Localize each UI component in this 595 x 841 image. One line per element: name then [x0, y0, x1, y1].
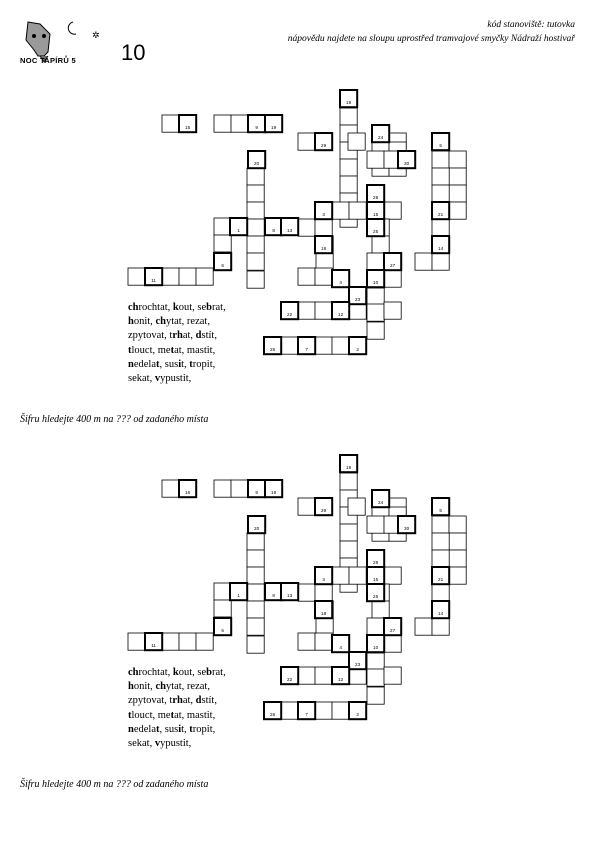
grid-cell: [162, 633, 179, 650]
cell-number: 10: [373, 280, 379, 286]
cell-number: 24: [378, 500, 384, 506]
word-fragment: d: [195, 330, 202, 342]
word-fragment: onit,: [133, 316, 156, 328]
grid-cell: [432, 151, 449, 168]
grid-cell: [162, 480, 179, 497]
grid-cell: [179, 633, 196, 650]
grid-cell: [298, 633, 315, 650]
word-fragment: louct, me: [131, 709, 171, 721]
cell-number: 27: [390, 628, 396, 634]
word-fragment: h: [128, 316, 134, 328]
grid-cell: [367, 516, 384, 533]
grid-cell: [247, 601, 264, 618]
word-fragment: edela: [133, 358, 156, 370]
cell-number: 6: [221, 628, 224, 634]
cell-number: 27: [390, 263, 396, 269]
word-fragment: n: [128, 723, 134, 735]
cell-number: 1: [237, 228, 240, 234]
crossword-puzzle-copy: [0, 445, 595, 775]
logo: [18, 16, 113, 76]
cell-number: 7: [305, 347, 308, 353]
svg-text:✲: ✲: [92, 31, 100, 41]
grid-cell: [367, 288, 384, 305]
cell-number: 15: [373, 577, 379, 583]
grid-cell: [372, 601, 389, 618]
grid-cell: [128, 268, 145, 285]
word-fragment: t,: [181, 723, 190, 735]
cell-number: 30: [404, 161, 410, 167]
word-fragment: t: [156, 358, 160, 370]
grid-cell: [432, 550, 449, 567]
grid-cell: [162, 268, 179, 285]
word-line: [128, 666, 226, 680]
cell-number: 12: [338, 677, 344, 683]
cell-number: 6: [221, 263, 224, 269]
word-fragment: ropit,: [192, 358, 216, 370]
grid-cell: [298, 667, 315, 684]
cell-number: 19: [346, 465, 352, 471]
cell-number: 18: [321, 611, 327, 617]
word-fragment: onit,: [133, 681, 156, 693]
word-fragment: k: [172, 667, 179, 678]
cell-number: 30: [404, 526, 410, 532]
tapir-logo-icon: [18, 16, 113, 76]
word-fragment: b: [206, 302, 213, 313]
word-fragment: sekat,: [128, 373, 155, 385]
grid-cell: [231, 480, 248, 497]
word-line: [128, 372, 226, 386]
word-fragment: b: [206, 667, 213, 678]
grid-cell: [367, 253, 384, 270]
word-line: [128, 315, 226, 329]
word-line: [128, 329, 226, 343]
cell-number: 9: [255, 490, 258, 496]
grid-cell: [449, 567, 466, 584]
crossword-grid: [0, 80, 595, 410]
word-fragment: h: [128, 681, 134, 693]
cell-number: 5: [439, 508, 442, 514]
grid-cell: [315, 667, 332, 684]
cell-number: 5: [439, 143, 442, 149]
word-fragment: ch: [155, 681, 166, 693]
logo-text: NOC TAPÍRŮ 5: [20, 56, 76, 65]
cell-number: 16: [185, 490, 191, 496]
grid-cell: [298, 584, 315, 601]
cell-number: 20: [254, 526, 260, 532]
cell-number: 7: [305, 712, 308, 718]
cell-number: 14: [438, 611, 444, 617]
word-line: [128, 694, 226, 708]
cell-number: 22: [287, 312, 293, 318]
grid-cell: [247, 236, 264, 253]
grid-cell: [128, 633, 145, 650]
word-fragment: at,: [182, 695, 196, 707]
grid-cell: [247, 219, 264, 236]
grid-cell: [367, 687, 384, 704]
grid-cell: [214, 218, 231, 235]
grid-cell: [384, 302, 401, 319]
grid-cell: [432, 533, 449, 550]
cell-number: 18: [321, 246, 327, 252]
crossword-puzzle: [0, 80, 595, 410]
cell-number: 28: [373, 195, 379, 201]
word-fragment: t: [169, 330, 173, 342]
grid-cell: [367, 304, 384, 321]
word-fragment: rochtat,: [138, 667, 173, 678]
word-fragment: se: [197, 302, 207, 313]
cell-number: 12: [338, 312, 344, 318]
word-fragment: rh: [172, 695, 183, 707]
word-fragment: ypustit,: [160, 738, 192, 750]
grid-cell: [315, 302, 332, 319]
grid-cell: [196, 268, 213, 285]
grid-cell: [432, 516, 449, 533]
grid-cell: [247, 550, 264, 567]
word-fragment: t: [156, 723, 160, 735]
cell-number: 26: [270, 347, 276, 353]
grid-cell: [384, 635, 401, 652]
cell-number: 20: [254, 161, 260, 167]
grid-cell: [196, 633, 213, 650]
word-fragment: ch: [128, 667, 139, 678]
word-fragment: se: [197, 667, 207, 678]
cell-number: 21: [438, 577, 444, 583]
grid-cell: [214, 480, 231, 497]
word-fragment: rat,: [212, 667, 226, 678]
word-fragment: ytat, rezat,: [165, 681, 210, 693]
cell-number: 9: [255, 125, 258, 131]
grid-cell: [340, 159, 357, 176]
grid-cell: [298, 498, 315, 515]
grid-cell: [247, 168, 264, 185]
grid-cell: [247, 185, 264, 202]
grid-cell: [415, 618, 432, 635]
grid-cell: [432, 618, 449, 635]
word-fragment: ch: [155, 316, 166, 328]
word-fragment: zpytovat,: [128, 330, 170, 342]
grid-cell: [332, 702, 349, 719]
grid-cell: [367, 669, 384, 686]
grid-cell: [432, 253, 449, 270]
grid-cell: [315, 337, 332, 354]
grid-cell: [281, 702, 298, 719]
grid-cell: [332, 567, 349, 584]
word-fragment: ch: [128, 302, 139, 313]
word-fragment: rh: [172, 330, 183, 342]
grid-cell: [315, 633, 332, 650]
cell-number: 3: [322, 577, 325, 583]
cell-number: 25: [373, 229, 379, 235]
cell-number: 13: [287, 593, 293, 599]
cell-number: 8: [272, 228, 275, 234]
cell-number: 2: [356, 347, 359, 353]
word-fragment: i: [178, 358, 182, 370]
grid-cell: [247, 636, 264, 653]
word-fragment: v: [154, 373, 161, 385]
word-fragment: n: [128, 358, 134, 370]
word-line: [128, 301, 226, 315]
grid-cell: [247, 271, 264, 288]
word-line: [128, 737, 226, 751]
word-fragment: , sus: [159, 358, 179, 370]
grid-cell: [340, 524, 357, 541]
grid-cell: [247, 202, 264, 219]
word-fragment: ropit,: [192, 723, 216, 735]
grid-cell: [449, 202, 466, 219]
grid-cell: [162, 115, 179, 132]
grid-cell: [315, 268, 332, 285]
station-code-line: kód stanoviště: tutovka: [487, 20, 575, 30]
grid-cell: [449, 550, 466, 567]
cell-number: 4: [339, 280, 342, 286]
cell-number: 2: [356, 712, 359, 718]
word-fragment: k: [172, 302, 179, 313]
cell-number: 10: [373, 645, 379, 651]
grid-cell: [432, 168, 449, 185]
word-line: [128, 358, 226, 372]
cell-number: 11: [151, 278, 156, 284]
cell-number: 25: [373, 594, 379, 600]
grid-cell: [298, 302, 315, 319]
cell-number: 28: [373, 560, 379, 566]
grid-cell: [214, 115, 231, 132]
page-number: 10: [121, 40, 146, 65]
grid-cell: [315, 219, 332, 236]
grid-cell: [247, 567, 264, 584]
word-fragment: t: [169, 695, 173, 707]
grid-cell: [340, 473, 357, 490]
word-fragment: d: [195, 695, 202, 707]
word-fragment: t: [128, 709, 132, 721]
grid-cell: [372, 236, 389, 253]
cell-number: 19: [271, 125, 277, 131]
grid-cell: [179, 268, 196, 285]
word-fragment: t,: [181, 358, 190, 370]
word-fragment: t: [170, 344, 175, 356]
grid-cell: [340, 176, 357, 193]
grid-cell: [340, 541, 357, 558]
grid-cell: [384, 270, 401, 287]
cell-number: 3: [322, 212, 325, 218]
grid-cell: [384, 202, 401, 219]
word-fragment: ypustit,: [160, 373, 192, 385]
word-list: [128, 666, 226, 751]
cell-number: 13: [287, 228, 293, 234]
grid-cell: [214, 235, 231, 252]
cell-number: 1: [237, 593, 240, 599]
word-fragment: out,: [178, 302, 198, 313]
word-fragment: at, mastit,: [174, 709, 216, 721]
word-fragment: t: [128, 344, 132, 356]
grid-cell: [367, 653, 384, 670]
cell-number: 8: [272, 593, 275, 599]
word-list: [128, 301, 226, 386]
cell-number: 14: [438, 246, 444, 252]
cell-number: 15: [373, 212, 379, 218]
cell-number: 23: [355, 297, 361, 303]
cell-number: 23: [355, 662, 361, 668]
word-fragment: sekat,: [128, 738, 155, 750]
grid-cell: [247, 584, 264, 601]
grid-cell: [298, 133, 315, 150]
grid-cell: [384, 567, 401, 584]
grid-cell: [348, 133, 365, 150]
grid-cell: [315, 584, 332, 601]
grid-cell: [247, 253, 264, 270]
grid-cell: [432, 584, 449, 601]
word-fragment: t: [189, 723, 193, 735]
word-fragment: at,: [182, 330, 196, 342]
cell-number: 16: [185, 125, 191, 131]
word-fragment: out,: [178, 667, 198, 678]
cell-number: 4: [339, 645, 342, 651]
cell-number: 11: [151, 643, 156, 649]
grid-cell: [214, 583, 231, 600]
cell-number: 24: [378, 135, 384, 141]
grid-cell: [247, 533, 264, 550]
grid-cell: [214, 600, 231, 617]
cell-number: 19: [346, 100, 352, 106]
word-fragment: i: [178, 723, 182, 735]
grid-cell: [247, 618, 264, 635]
word-fragment: ytat, rezat,: [165, 316, 210, 328]
grid-cell: [298, 219, 315, 236]
grid-cell: [367, 151, 384, 168]
word-line: [128, 723, 226, 737]
cell-number: 29: [321, 143, 327, 149]
word-fragment: t: [170, 709, 175, 721]
footer-note: Šifru hledejte 400 m na ??? od zadaného místa: [20, 414, 209, 425]
grid-cell: [332, 337, 349, 354]
grid-cell: [348, 498, 365, 515]
word-fragment: stít,: [201, 695, 217, 707]
grid-cell: [281, 337, 298, 354]
grid-cell: [340, 108, 357, 125]
hint-line: nápovědu najdete na sloupu uprostřed tramvajové smyčky Nádraží hostivař: [287, 34, 575, 44]
word-fragment: zpytovat,: [128, 695, 170, 707]
word-fragment: louct, me: [131, 344, 171, 356]
crossword-grid: [0, 445, 595, 775]
grid-cell: [432, 185, 449, 202]
word-line: [128, 680, 226, 694]
cell-number: 29: [321, 508, 327, 514]
grid-cell: [449, 185, 466, 202]
word-fragment: edela: [133, 723, 156, 735]
grid-cell: [432, 219, 449, 236]
cell-number: 19: [271, 490, 277, 496]
word-fragment: v: [154, 738, 161, 750]
grid-cell: [332, 202, 349, 219]
word-line: [128, 709, 226, 723]
grid-cell: [298, 268, 315, 285]
word-fragment: rat,: [212, 302, 226, 313]
grid-cell: [449, 168, 466, 185]
grid-cell: [367, 618, 384, 635]
grid-cell: [315, 702, 332, 719]
grid-cell: [449, 533, 466, 550]
cell-number: 26: [270, 712, 276, 718]
grid-cell: [415, 253, 432, 270]
word-fragment: at, mastit,: [174, 344, 216, 356]
word-fragment: stít,: [201, 330, 217, 342]
word-line: [128, 344, 226, 358]
grid-cell: [349, 567, 366, 584]
footer-note: Šifru hledejte 400 m na ??? od zadaného místa: [20, 779, 209, 790]
word-fragment: , sus: [159, 723, 179, 735]
grid-cell: [449, 516, 466, 533]
grid-cell: [449, 151, 466, 168]
cell-number: 22: [287, 677, 293, 683]
cell-number: 21: [438, 212, 444, 218]
word-fragment: rochtat,: [138, 302, 173, 313]
grid-cell: [231, 115, 248, 132]
word-fragment: t: [189, 358, 193, 370]
grid-cell: [384, 667, 401, 684]
grid-cell: [349, 202, 366, 219]
grid-cell: [367, 322, 384, 339]
